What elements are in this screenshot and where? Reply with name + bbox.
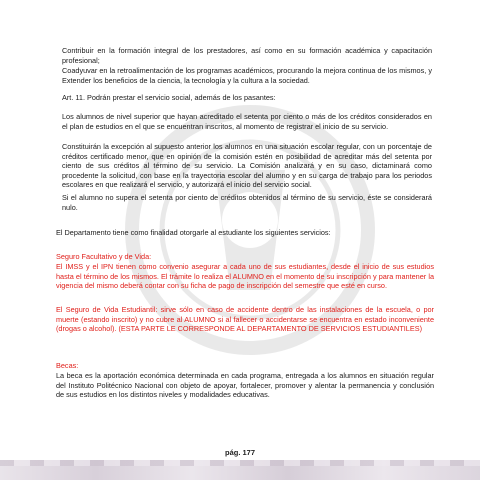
footer-decoration bbox=[0, 460, 480, 480]
page-number: pág. 177 bbox=[224, 448, 255, 457]
heading-becas: Becas: bbox=[56, 361, 79, 370]
paragraph-becas: La beca es la aportación económica determinada en cada programa, entregada a los alumnos en situación regular del Instituto Politécnico Nacional con objeto de apoyar, fortalecer, promover y alentar la permanencia y conclusión de sus estudios en los distintos niveles y modalidades educativas. bbox=[56, 371, 434, 400]
heading-seguro: Seguro Facultativo y de Vida: bbox=[56, 252, 152, 261]
paragraph-nulo: Si el alumno no supera el setenta por ciento de créditos obtenidos al término de su servicio, éste se considerará nulo. bbox=[62, 193, 432, 212]
paragraph-coadyuvar: Coadyuvar en la retroalimentación de los programas académicos, procurando la mejora continua de los mismos, y Extender los beneficios de la ciencia, la tecnología y la cultura a la sociedad. bbox=[62, 66, 432, 85]
paragraph-seguro-vida: El Seguro de Vida Estudiantil: sirve sólo en caso de accidente dentro de las instalaciones de la escuela, o por muerte (estando inscrito) y no cubre al ALUMNO si al fallecer o accidentarse se encuentra en estado inconveniente (drogas o alcohol). (ESTA PARTE LE CORRESPONDE AL DEPARTAMENTO DE SERVICIOS ESTUDIANTILES) bbox=[56, 305, 434, 334]
paragraph-excepcion: Constituirán la excepción al supuesto anterior los alumnos en una situación escolar regular, con un porcentaje de créditos certificado menor, que en opinión de la comisión estén en posibilidad de acreditar más del setenta por ciento de sus créditos al término de su servicio. La Comisión analizará y en su caso, dictaminará como procedente la solicitud, con base en la trayectoria escolar del alumno y en su carga de trabajo para los periodos escolares en que realizará el servicio, y autorizará el inicio del servicio social. bbox=[62, 142, 432, 190]
paragraph-art11: Art. 11. Podrán prestar el servicio social, además de los pasantes: bbox=[62, 93, 276, 102]
paragraph-alumnos-nivel-superior: Los alumnos de nivel superior que hayan acreditado el setenta por ciento o más de los créditos considerados en el plan de estudios en el que se encuentran inscritos, al momento de registrar el inicio de su servicio. bbox=[62, 112, 432, 131]
paragraph-seguro: El IMSS y el IPN tienen como convenio asegurar a cada uno de sus estudiantes, desde el inicio de sus estudios hasta el término de los mismos. El trámite lo realiza el ALUMNO en el momento de su inscripción y para mantener la vigencia del mismo deberá contar con su ficha de pago de inscripción del semestre que esté en curso. bbox=[56, 262, 434, 291]
paragraph-contribuir: Contribuir en la formación integral de los prestadores, así como en su formación académica y capacitación profesional; bbox=[62, 46, 432, 65]
paragraph-departamento: El Departamento tiene como finalidad otorgarle al estudiante los siguientes servicios: bbox=[56, 228, 331, 237]
